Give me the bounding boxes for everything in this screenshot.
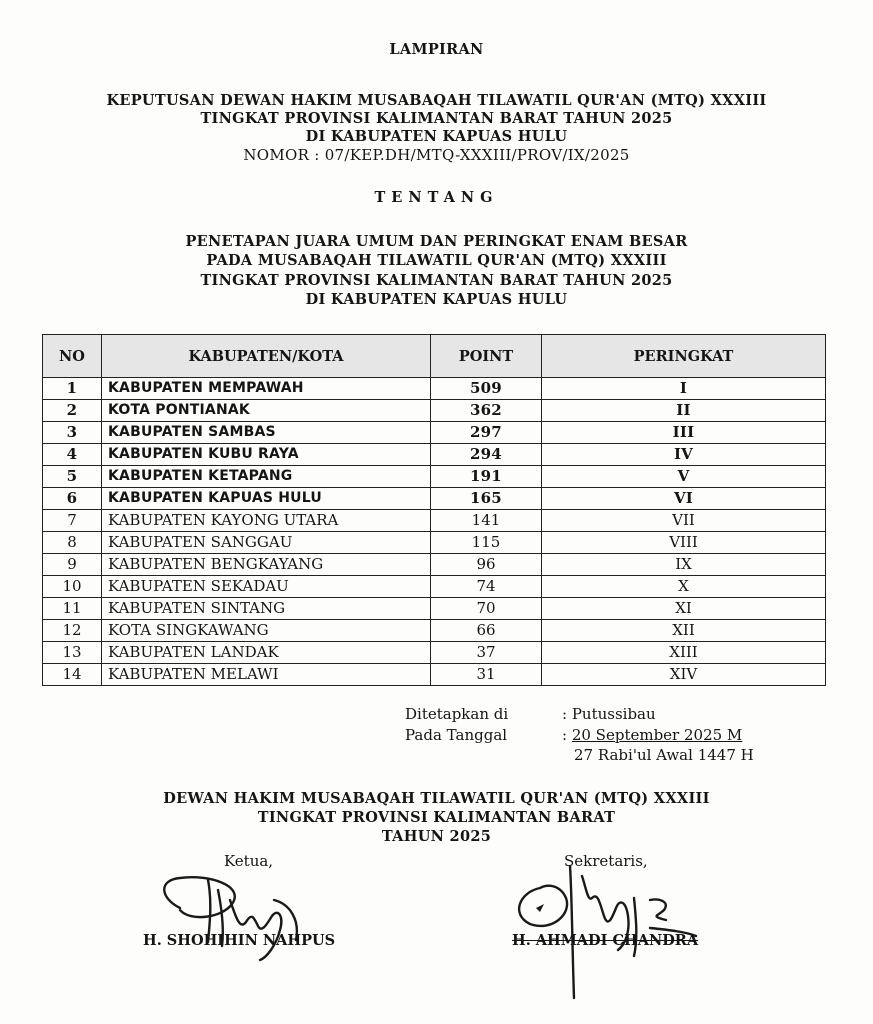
decree-number: NOMOR : 07/KEP.DH/MTQ-XXXIII/PROV/IX/2025 bbox=[243, 146, 630, 164]
row-point: 70 bbox=[431, 598, 542, 620]
row-kabupaten: KABUPATEN MEMPAWAH bbox=[102, 378, 431, 400]
table-row bbox=[43, 598, 826, 620]
row-point: 165 bbox=[431, 488, 542, 510]
row-kabupaten: KABUPATEN KETAPANG bbox=[102, 466, 431, 488]
row-no: 2 bbox=[43, 400, 102, 422]
table-row bbox=[43, 532, 826, 554]
subject-line-2: PADA MUSABAQAH TILAWATIL QUR'AN (MTQ) XXXIII bbox=[206, 252, 667, 269]
row-no: 4 bbox=[43, 444, 102, 466]
row-peringkat: VI bbox=[542, 488, 826, 510]
table-row bbox=[43, 554, 826, 576]
row-point: 362 bbox=[431, 400, 542, 422]
row-no: 14 bbox=[43, 664, 102, 686]
secretary-role: Sekretaris, bbox=[564, 852, 648, 870]
table-row bbox=[43, 642, 826, 664]
header-kabupaten: KABUPATEN/KOTA bbox=[102, 335, 431, 378]
row-kabupaten: KOTA SINGKAWANG bbox=[102, 620, 431, 642]
table-row bbox=[43, 378, 826, 400]
row-kabupaten: KABUPATEN SEKADAU bbox=[102, 576, 431, 598]
secretary-name: H. AHMADI CHANDRA bbox=[512, 932, 699, 949]
decree-line-3: DI KABUPATEN KAPUAS HULU bbox=[305, 128, 568, 145]
subject-line-3: TINGKAT PROVINSI KALIMANTAN BARAT TAHUN 2025 bbox=[200, 272, 673, 289]
subject-line-1: PENETAPAN JUARA UMUM DAN PERINGKAT ENAM BESAR bbox=[185, 233, 688, 250]
table-row bbox=[43, 664, 826, 686]
row-peringkat: XII bbox=[542, 620, 826, 642]
header-point: POINT bbox=[431, 335, 542, 378]
row-point: 141 bbox=[431, 510, 542, 532]
tentang-heading: TENTANG bbox=[374, 189, 499, 206]
table-row bbox=[43, 466, 826, 488]
row-peringkat: VII bbox=[542, 510, 826, 532]
row-peringkat: XI bbox=[542, 598, 826, 620]
row-no: 9 bbox=[43, 554, 102, 576]
date-gregorian: 20 September 2025 M bbox=[571, 726, 743, 744]
row-peringkat: I bbox=[542, 378, 826, 400]
chair-name: H. SHOHIHIN NAHPUS bbox=[143, 932, 336, 949]
row-peringkat: XIII bbox=[542, 642, 826, 664]
row-point: 294 bbox=[431, 444, 542, 466]
row-no: 1 bbox=[43, 378, 102, 400]
table-row bbox=[43, 488, 826, 510]
place-label: Ditetapkan di bbox=[405, 705, 509, 723]
row-peringkat: IV bbox=[542, 444, 826, 466]
row-no: 13 bbox=[43, 642, 102, 664]
row-no: 11 bbox=[43, 598, 102, 620]
table-row bbox=[43, 576, 826, 598]
row-point: 115 bbox=[431, 532, 542, 554]
row-point: 37 bbox=[431, 642, 542, 664]
row-peringkat: III bbox=[542, 422, 826, 444]
chair-role: Ketua, bbox=[224, 852, 274, 870]
decree-line-2: TINGKAT PROVINSI KALIMANTAN BARAT TAHUN 2025 bbox=[200, 110, 673, 127]
row-kabupaten: KABUPATEN LANDAK bbox=[102, 642, 431, 664]
row-peringkat: IX bbox=[542, 554, 826, 576]
row-point: 66 bbox=[431, 620, 542, 642]
council-line-3: TAHUN 2025 bbox=[381, 828, 492, 845]
row-kabupaten: KOTA PONTIANAK bbox=[102, 400, 431, 422]
row-no: 10 bbox=[43, 576, 102, 598]
doc-title: LAMPIRAN bbox=[389, 41, 484, 58]
date-colon: : bbox=[562, 726, 572, 744]
date-hijri: 27 Rabi'ul Awal 1447 H bbox=[574, 746, 754, 764]
row-point: 509 bbox=[431, 378, 542, 400]
row-peringkat: XIV bbox=[542, 664, 826, 686]
council-line-1: DEWAN HAKIM MUSABAQAH TILAWATIL QUR'AN (MTQ) XXXIII bbox=[163, 790, 710, 807]
table-header-row bbox=[43, 335, 826, 378]
table-row bbox=[43, 422, 826, 444]
row-no: 12 bbox=[43, 620, 102, 642]
date-value bbox=[562, 726, 742, 744]
council-line-2: TINGKAT PROVINSI KALIMANTAN BARAT bbox=[257, 809, 616, 826]
row-kabupaten: KABUPATEN BENGKAYANG bbox=[102, 554, 431, 576]
table-row bbox=[43, 400, 826, 422]
row-peringkat: V bbox=[542, 466, 826, 488]
row-point: 96 bbox=[431, 554, 542, 576]
row-no: 6 bbox=[43, 488, 102, 510]
row-point: 191 bbox=[431, 466, 542, 488]
ranking-table bbox=[42, 334, 826, 686]
header-no: NO bbox=[43, 335, 102, 378]
row-point: 74 bbox=[431, 576, 542, 598]
row-no: 5 bbox=[43, 466, 102, 488]
row-peringkat: X bbox=[542, 576, 826, 598]
row-peringkat: VIII bbox=[542, 532, 826, 554]
place-value: : Putussibau bbox=[562, 705, 656, 723]
subject-line-4: DI KABUPATEN KAPUAS HULU bbox=[305, 291, 568, 308]
chair-signature bbox=[150, 860, 340, 970]
table-row bbox=[43, 510, 826, 532]
row-kabupaten: KABUPATEN KAYONG UTARA bbox=[102, 510, 431, 532]
header-peringkat: PERINGKAT bbox=[542, 335, 826, 378]
row-point: 297 bbox=[431, 422, 542, 444]
decree-line-1: KEPUTUSAN DEWAN HAKIM MUSABAQAH TILAWATIL QUR'AN (MTQ) XXXIII bbox=[106, 92, 767, 109]
row-no: 8 bbox=[43, 532, 102, 554]
row-kabupaten: KABUPATEN KAPUAS HULU bbox=[102, 488, 431, 510]
row-kabupaten: KABUPATEN MELAWI bbox=[102, 664, 431, 686]
row-peringkat: II bbox=[542, 400, 826, 422]
row-point: 31 bbox=[431, 664, 542, 686]
row-no: 7 bbox=[43, 510, 102, 532]
row-kabupaten: KABUPATEN SANGGAU bbox=[102, 532, 431, 554]
date-label: Pada Tanggal bbox=[405, 726, 508, 744]
row-kabupaten: KABUPATEN SAMBAS bbox=[102, 422, 431, 444]
table-row bbox=[43, 620, 826, 642]
row-kabupaten: KABUPATEN SINTANG bbox=[102, 598, 431, 620]
table-row bbox=[43, 444, 826, 466]
row-kabupaten: KABUPATEN KUBU RAYA bbox=[102, 444, 431, 466]
table-body bbox=[43, 378, 826, 686]
row-no: 3 bbox=[43, 422, 102, 444]
